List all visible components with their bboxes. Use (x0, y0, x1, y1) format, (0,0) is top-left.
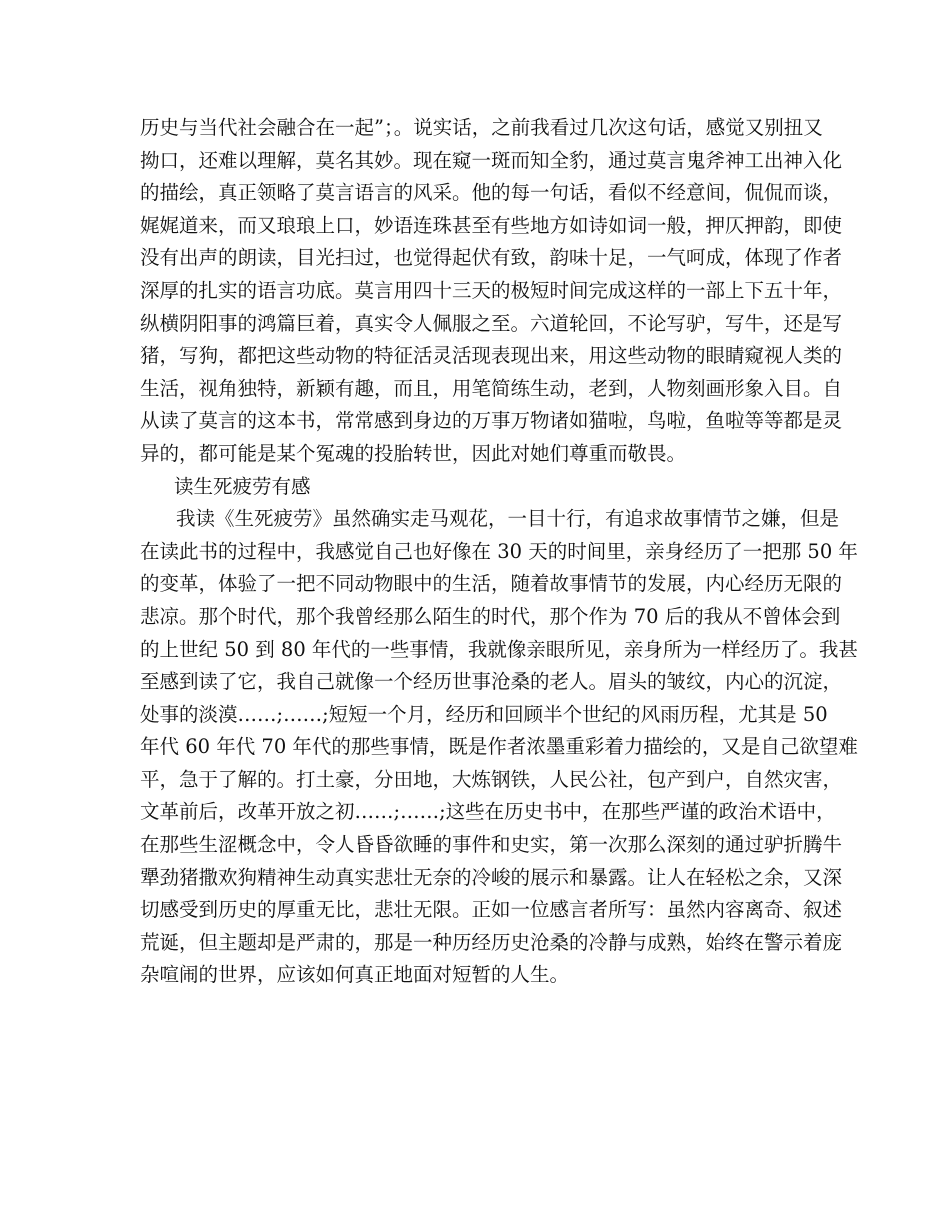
text-line: 从读了莫言的这本书，常常感到身边的万事万物诸如猫啦，鸟啦，鱼啦等等都是灵 (140, 409, 843, 433)
text-line: 的描绘，真正领略了莫言语言的风采。他的每一句话，看似不经意间，侃侃而谈， (140, 181, 843, 205)
section-heading: 读生死疲劳有感 (174, 474, 311, 498)
text-line: 至感到读了它，我自己就像一个经历世事沧桑的老人。眉头的皱纹，内心的沉淀， (140, 670, 843, 694)
text-line: 平，急于了解的。打土豪，分田地，大炼钢铁，人民公社，包产到户，自然灾害， (140, 767, 843, 791)
text-line: 的变革，体验了一把不同动物眼中的生活，随着故事情节的发展，内心经历无限的 (140, 572, 843, 596)
text-line: 悲凉。那个时代，那个我曾经那么陌生的时代，那个作为 70 后的我从不曾体会到 (140, 604, 841, 628)
text-line: 处事的淡漠……;……;短短一个月，经历和回顾半个世纪的风雨历程，尤其是 50 (140, 702, 828, 726)
text-line: 杂喧闹的世界，应该如何真正地面对短暂的人生。 (140, 963, 570, 987)
text-line: 荒诞，但主题却是严肃的，那是一种历经历史沧桑的冷静与成熟，始终在警示着庞 (140, 930, 843, 954)
document-page (140, 112, 858, 992)
text-line: 犟劲猪撒欢狗精神生动真实悲壮无奈的冷峻的展示和暴露。让人在轻松之余，又深 (140, 865, 843, 889)
text-line: 娓娓道来，而又琅琅上口，妙语连珠甚至有些地方如诗如词一般，押仄押韵，即使 (140, 213, 843, 237)
text-line: 文革前后，改革开放之初……;……;这些在历史书中，在那些严谨的政治术语中， (140, 800, 836, 824)
text-line: 切感受到历史的厚重无比，悲壮无限。正如一位感言者所写：虽然内容离奇、叙述 (140, 898, 843, 922)
text-line: 深厚的扎实的语言功底。莫言用四十三天的极短时间完成这样的一部上下五十年， (140, 278, 843, 302)
text-line: 历史与当代社会融合在一起”；。说实话，之前我看过几次这句话，感觉又别扭又 (140, 116, 823, 139)
text-line: 生活，视角独特，新颖有趣，而且，用笔简练生动，老到，人物刻画形象入目。自 (140, 376, 843, 400)
paragraph-1 (140, 112, 843, 471)
text-line: 的上世纪 50 到 80 年代的一些事情，我就像亲眼所见，亲身所为一样经历了。我甚 (140, 637, 858, 661)
text-line: 拗口，还难以理解，莫名其妙。现在窥一斑而知全豹，通过莫言鬼斧神工出神入化 (140, 148, 843, 172)
text-line: 在那些生涩概念中，令人昏昏欲睡的事件和史实，第一次那么深刻的通过驴折腾牛 (140, 833, 843, 857)
text-line: 没有出声的朗读，目光扫过，也觉得起伏有致，韵味十足，一气呵成，体现了作者 (140, 246, 843, 270)
text-line: 异的，都可能是某个冤魂的投胎转世，因此对她们尊重而敬畏。 (140, 441, 687, 465)
text-line: 年代 60 年代 70 年代的那些事情，既是作者浓墨重彩着力描绘的，又是自己欲望难 (140, 735, 858, 759)
paragraph-2 (140, 503, 858, 992)
text-line: 在读此书的过程中，我感觉自己也好像在 30 天的时间里，亲身经历了一把那 50 年 (140, 539, 858, 563)
text-line: 纵横阴阳事的鸿篇巨着，真实令人佩服之至。六道轮回，不论写驴，写牛，还是写 (140, 311, 843, 335)
text-line: 我读《生死疲劳》虽然确实走马观花，一目十行，有追求故事情节之嫌，但是 (176, 507, 840, 531)
text-line: 猪，写狗，都把这些动物的特征活灵活现表现出来，用这些动物的眼睛窥视人类的 (140, 344, 843, 368)
